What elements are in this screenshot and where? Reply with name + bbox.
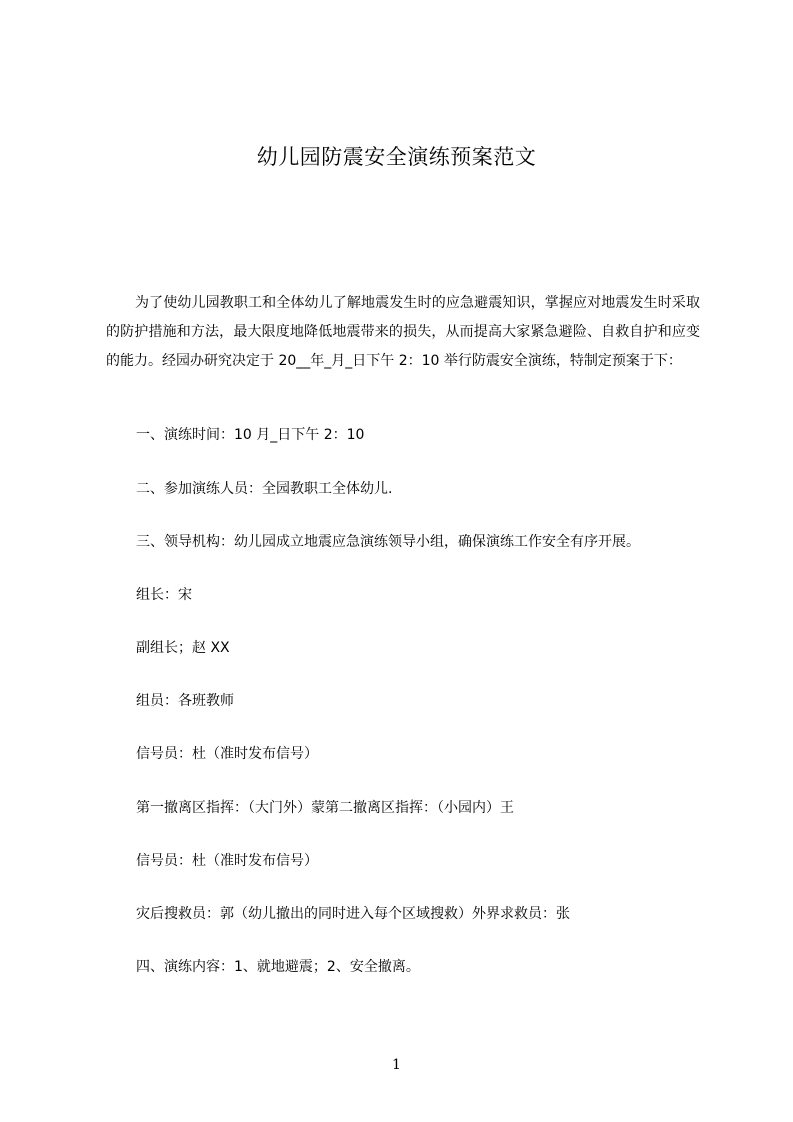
section-drill-time: 一、演练时间：10 月_日下午 2：10 xyxy=(136,427,365,443)
section-drill-content: 四、演练内容：1、就地避震；2、安全撤离。 xyxy=(136,959,420,975)
role-signal-officer: 信号员：杜（准时发布信号） xyxy=(136,746,318,762)
section-leadership: 三、领导机构：幼儿园成立地震应急演练领导小组，确保演练工作安全有序开展。 xyxy=(136,534,640,550)
page-number: 1 xyxy=(392,1057,401,1073)
role-rescue-staff: 灾后搜救员：郭（幼儿撤出的同时进入每个区域搜救）外界求救员：张 xyxy=(136,906,570,922)
role-evacuation-commanders: 第一撤离区指挥：（大门外）蒙第二撤离区指挥：（小园内）王 xyxy=(136,800,514,816)
role-signal-officer-2: 信号员：杜（准时发布信号） xyxy=(136,853,318,869)
intro-paragraph: 为了使幼儿园教职工和全体幼儿了解地震发生时的应急避震知识，掌握应对地震发生时采取的防护措施和方法，最大限度地降低地震带来的损失，从而提高大家紧急避险、自救自护和应变的能力。经园办研究决定于 20__年_月_日下午 2：10 举行防震安全演练，特制定预案于下： xyxy=(106,295,700,369)
role-team-leader: 组长：宋 xyxy=(136,587,192,603)
document-title: 幼儿园防震安全演练预案范文 xyxy=(256,145,537,169)
role-deputy-leader: 副组长；赵 XX xyxy=(136,640,230,656)
role-members: 组员：各班教师 xyxy=(136,693,234,709)
section-participants: 二、参加演练人员：全园教职工全体幼儿. xyxy=(136,481,393,497)
